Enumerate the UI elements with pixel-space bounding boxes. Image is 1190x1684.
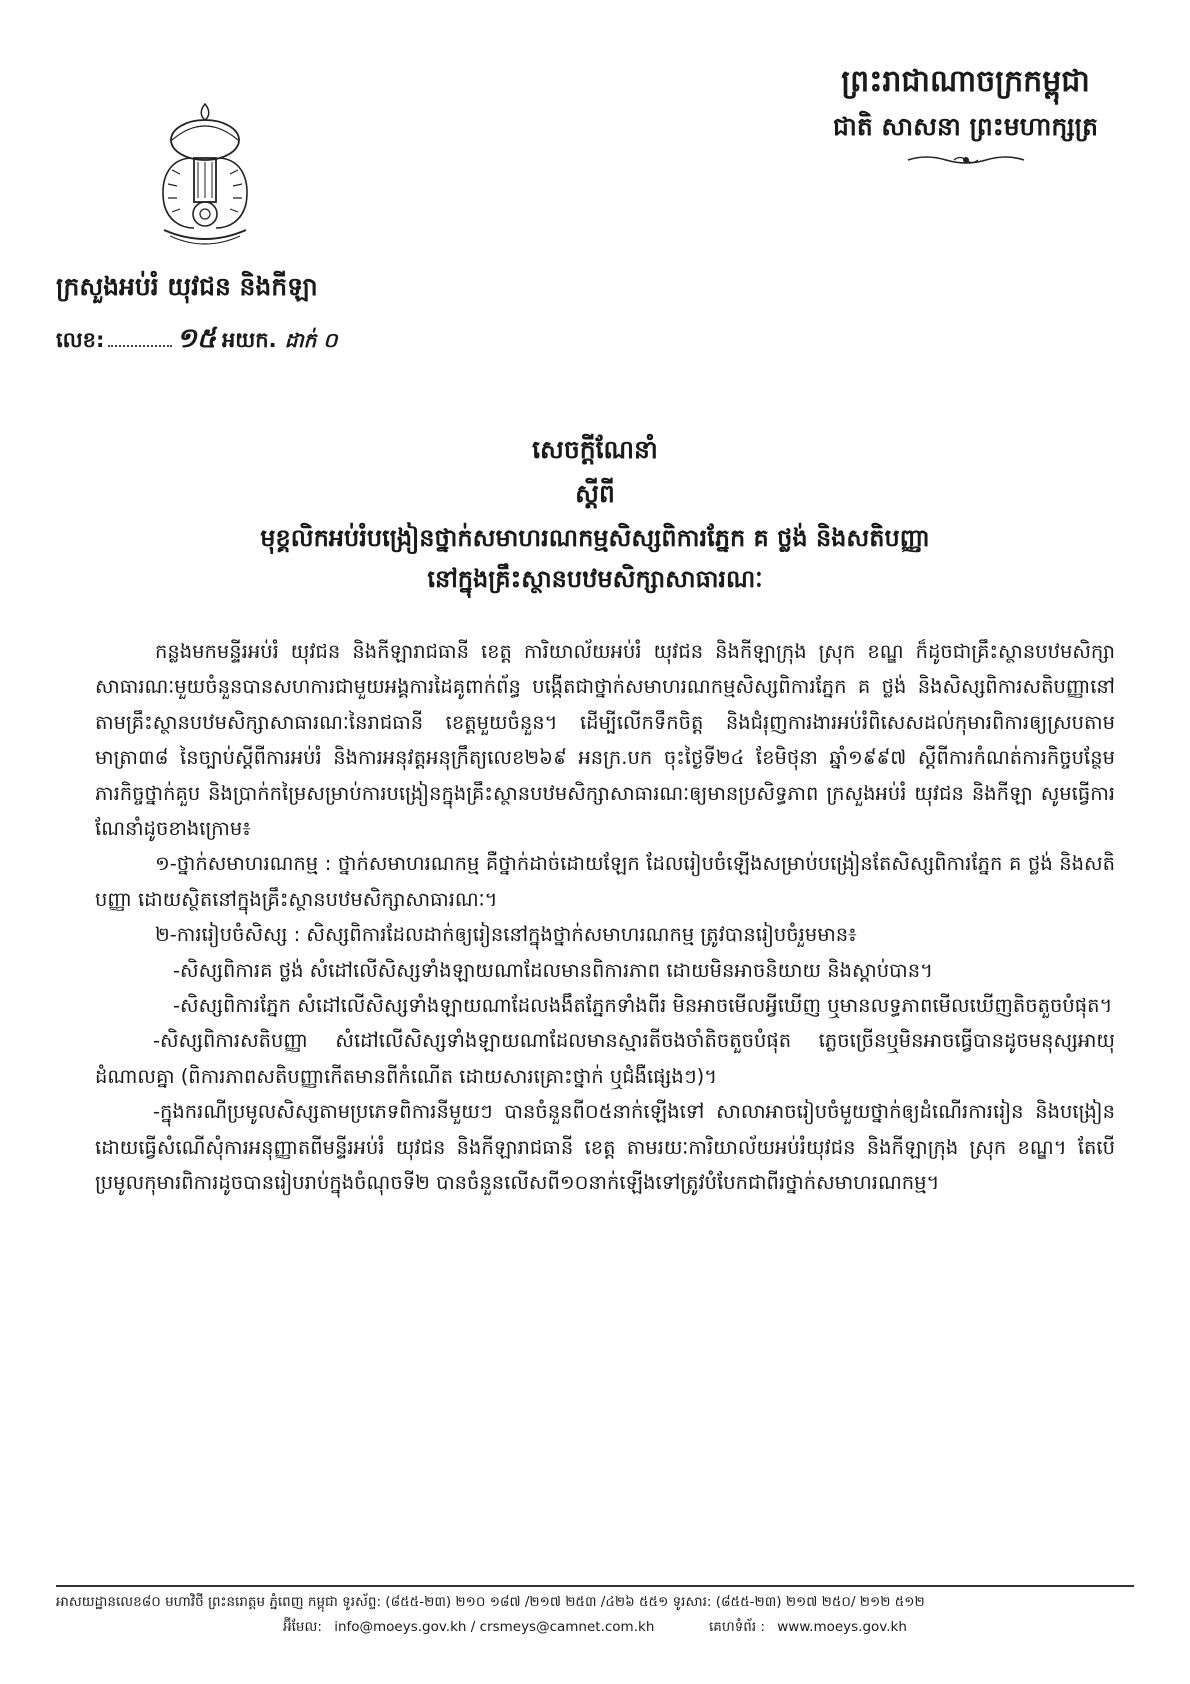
email-link[interactable]: info@moeys.gov.kh / crsmeys@camnet.com.kh [334,1619,655,1635]
footer-divider [56,1585,1134,1587]
body-subitem-class-size: -ក្នុងករណីប្រមូលសិស្សតាមប្រភេទពិការនីមួយៗ បានចំនួនពី០៥នាក់ឡើងទៅ សាលាអាចរៀបចំមួយថ្នាក់ឲ្យដំណើរការរៀន និងបង្រៀន ដោយធ្វើសំណើសុំការអនុញ្ញាតពីមន្ទីរអប់រំ យុវជន និងកីឡារាជធានី ខេត្ត តាមរយៈការិយាល័យអប់រំយុវជន និងកីឡាក្រុង ស្រុក ខណ្ឌ។ តែបើប្រមូលកុមារពិការដូចបានរៀបរាប់ក្នុងចំណុចទី២ បានចំនួនលើសពី១០នាក់ឡើងទៅត្រូវបំបែកជាពីរថ្នាក់សមាហរណកម្ម។ [95,1100,1115,1195]
body-paragraph-intro: កន្លងមកមន្ទីរអប់រំ យុវជន និងកីឡារាជធានី ខេត្ត ការិយាល័យអប់រំ យុវជន និងកីឡាក្រុង ស្រុក ខណ្ឌ ក៏ដូចជាគ្រឹះស្ថានបឋមសិក្សាសាធារណៈមួយចំនួនបានសហការជាមួយអង្គការដៃគូពាក់ព័ន្ធ បង្កើតជាថ្នាក់សមាហរណកម្មសិស្សពិការភ្នែក គ ថ្លង់ និងសិស្សពិការសតិបញ្ញានៅតាមគ្រឹះស្ថានបឋមសិក្សាសាធារណៈនៃរាជធានី ខេត្តមួយចំនួន។ ដើម្បីលើកទឹកចិត្ត និងជំរុញការងារអប់រំពិសេសដល់កុមារពិការឲ្យស្របតាមមាត្រា៣៨ នៃច្បាប់ស្ដីពីការអប់រំ និងការអនុវត្តអនុក្រឹត្យលេខ២៦៩ អនក្រ.បក ចុះថ្ងៃទី២៤ ខែមិថុនា ឆ្នាំ១៩៩៧ ស្ដីពីការកំណត់ការកិច្ចបន្ថែម ភារកិច្ចថ្នាក់គួប និងប្រាក់កម្រៃសម្រាប់ការបង្រៀនក្នុងគ្រឹះស្ថានបឋមសិក្សាសាធារណៈឲ្យមានប្រសិទ្ធភាព ក្រសួងអប់រំ យុវជន និងកីឡា សូមធ្វើការណែនាំដូចខាងក្រោម៖ [95,640,1115,841]
title-line-1: សេចក្ដីណែនាំ [532,435,658,464]
ministry-emblem-icon [150,100,260,254]
ministry-name: ក្រសួងអប់រំ យុវជន និងកីឡា [56,272,318,301]
body-subitem-blind: -សិស្សពិការភ្នែក សំដៅលើសិស្សទាំងឡាយណាដែលងងឹតភ្នែកទាំងពីរ មិនអាចមើលអ្វីឃើញ ឬមានលទ្ធភាពមើលឃើញតិចតួចបំផុត។ [173,994,1113,1018]
body-subitem-deaf: -សិស្សពិការគ ថ្លង់ សំដៅលើសិស្សទាំងឡាយណាដែលមានពិការភាព ដោយមិនអាចនិយាយ និងស្ដាប់បាន។ [173,958,933,982]
title-line-3: មុខ្គលិកអប់រំបង្រៀនថ្នាក់សមាហរណកម្មសិស្សពិការភ្នែក គ ថ្លង់ និងសតិបញ្ញា [260,523,930,552]
ornament-divider-icon [906,152,1026,168]
title-line-4: នៅក្នុងគ្រឹះស្ថានបឋមសិក្សាសាធារណៈ [427,564,763,593]
email-label: អ៊ីមែល: [283,1619,322,1635]
ref-code: អយក. [221,328,277,352]
ref-label: លេខ: [56,328,105,352]
kingdom-title: ព្រះរាជាណាចក្រកម្ពុជា [841,64,1090,99]
title-line-2: ស្ដីពី [575,479,615,508]
ref-number: ១៥ [176,323,216,354]
kingdom-header [833,62,1098,168]
ref-dotted-leader [108,345,172,347]
website-label: គេហទំព័រ : [708,1619,765,1635]
body-item-2: ២-ការរៀបចំសិស្ស : សិស្សពិការដែលដាក់ឲ្យរៀននៅក្នុងថ្នាក់សមាហរណកម្ម ត្រូវបានរៀបចំរួមមាន៖ [155,923,857,947]
footer-address: អាសយដ្ឋានលេខ៨០ មហាវិថី ព្រះនរោត្តម ភ្នំពេញ កម្ពុជា ទូរស័ព្ទ: (៨៥៥-២៣) ២១០ ១៨៧ /២១៧ ២៥៣ /៤២៦ ៥៥១ ទូរសារ: (៨៥៥-២៣) ២១៧ ២៥០/ ២១២ ៥១២ [56,1594,925,1610]
website-link[interactable]: www.moeys.gov.kh [777,1619,907,1635]
document-title [80,435,1110,599]
footer [56,1590,1134,1640]
document-body [95,634,1115,1201]
body-item-1: ១-ថ្នាក់សមាហរណកម្ម : ថ្នាក់សមាហរណកម្ម គឺថ្នាក់ដាច់ដោយឡែក ដែលរៀបចំឡើងសម្រាប់បង្រៀនតែសិស្សពិការភ្នែក គ ថ្លង់ និងសតិបញ្ញា ដោយស្ថិតនៅក្នុងគ្រឹះស្ថានបឋមសិក្សាសាធារណៈ។ [95,852,1115,911]
footer-contacts [56,1615,1134,1640]
reference-line [56,322,337,361]
ref-handwritten-suffix: ដាក់ ០ [284,328,338,352]
national-motto: ជាតិ សាសនា ព្រះមហាក្សត្រ [833,112,1098,141]
body-subitem-intellectual: -សិស្សពិការសតិបញ្ញា សំដៅលើសិស្សទាំងឡាយណាដែលមានស្មារតីចងចាំតិចតួចបំផុត ភ្លេចច្រើនឬមិនអាចធ្វើបានដូចមនុស្សអាយុដំណាលគ្នា (ពិការភាពសតិបញ្ញាកើតមានពីកំណើត ដោយសារគ្រោះថ្នាក់ ឬជំងឺផ្សេងៗ)។ [95,1029,1115,1088]
